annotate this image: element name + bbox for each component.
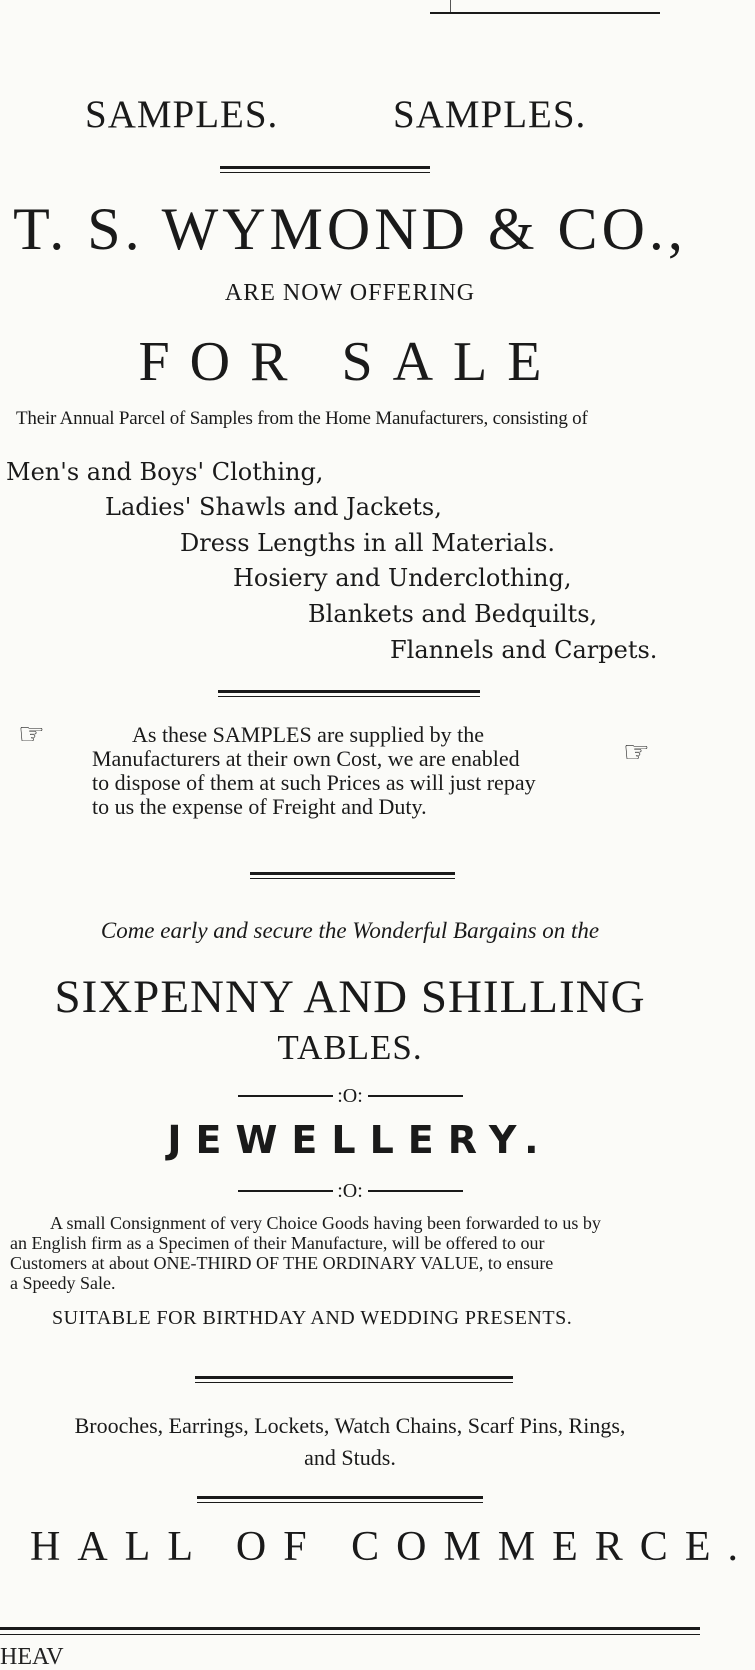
- consignment-line: Customers at about ONE-THIRD OF THE ORDINARY VALUE, to ensure: [10, 1253, 554, 1273]
- goods-item: Hosiery and Underclothing,: [233, 564, 572, 592]
- goods-item: Dress Lengths in all Materials.: [180, 529, 556, 557]
- jewellery-heading: JEWELLERY.: [167, 1118, 553, 1162]
- bottom-rule: [0, 1627, 700, 1630]
- hall-of-commerce: HALL OF COMMERCE.: [30, 1524, 755, 1570]
- bottom-rule-thin: [0, 1634, 700, 1635]
- suitable-presents-line: SUITABLE FOR BIRTHDAY AND WEDDING PRESENTS.: [52, 1307, 573, 1329]
- goods-item: Men's and Boys' Clothing,: [6, 458, 324, 486]
- consignment-line: A small Consignment of very Choice Goods having been forwarded to us by: [50, 1213, 601, 1233]
- jewellery-items: [0, 1410, 700, 1474]
- consignment-paragraph: [10, 1213, 690, 1293]
- tables-heading: TABLES.: [277, 1028, 423, 1067]
- jewellery-items-line: and Studs.: [304, 1445, 396, 1470]
- offering-line: ARE NOW OFFERING: [224, 280, 476, 306]
- double-rule-3: [250, 872, 455, 879]
- samples-heading-left: SAMPLES.: [85, 93, 279, 136]
- ornament-dash: [368, 1095, 463, 1097]
- next-advert-cut-text: HEAV: [0, 1644, 64, 1670]
- goods-item: Blankets and Bedquilts,: [308, 600, 598, 628]
- pointing-hand-icon: ☞: [18, 717, 45, 752]
- consignment-line: an English firm as a Specimen of their Manufacture, will be offered to our: [10, 1233, 545, 1253]
- double-rule-1: [220, 166, 430, 173]
- samples-heading-right: SAMPLES.: [393, 93, 587, 136]
- pointing-hand-icon: ☜: [623, 735, 650, 770]
- goods-item: Flannels and Carpets.: [390, 636, 658, 664]
- ornament-mark: :O:: [337, 1085, 363, 1107]
- notice-line: to us the expense of Freight and Duty.: [92, 794, 427, 819]
- annual-parcel-line: Their Annual Parcel of Samples from the Home Manufacturers, consisting of: [16, 408, 588, 429]
- top-rule: [430, 12, 660, 14]
- for-sale-heading: FOR SALE: [138, 331, 562, 393]
- double-rule-5: [197, 1496, 483, 1503]
- notice-line: to dispose of them at such Prices as will just repay: [92, 770, 536, 795]
- jewellery-items-line: Brooches, Earrings, Lockets, Watch Chains, Scarf Pins, Rings,: [74, 1413, 626, 1438]
- double-rule-4: [195, 1376, 513, 1383]
- ornament-dash: [368, 1190, 463, 1192]
- consignment-line: a Speedy Sale.: [10, 1273, 116, 1293]
- ornament-mark: :O:: [337, 1180, 363, 1202]
- notice-line: As these SAMPLES are supplied by the: [132, 722, 484, 747]
- goods-item: Ladies' Shawls and Jackets,: [105, 493, 442, 521]
- samples-notice: [92, 723, 612, 819]
- double-rule-2: [218, 690, 480, 697]
- sixpenny-shilling-heading: SIXPENNY AND SHILLING: [54, 971, 646, 1023]
- come-early-line: Come early and secure the Wonderful Bargains on the: [100, 918, 600, 943]
- notice-line: Manufacturers at their own Cost, we are enabled: [92, 746, 520, 771]
- firm-name: T. S. WYMOND & CO.,: [13, 196, 687, 262]
